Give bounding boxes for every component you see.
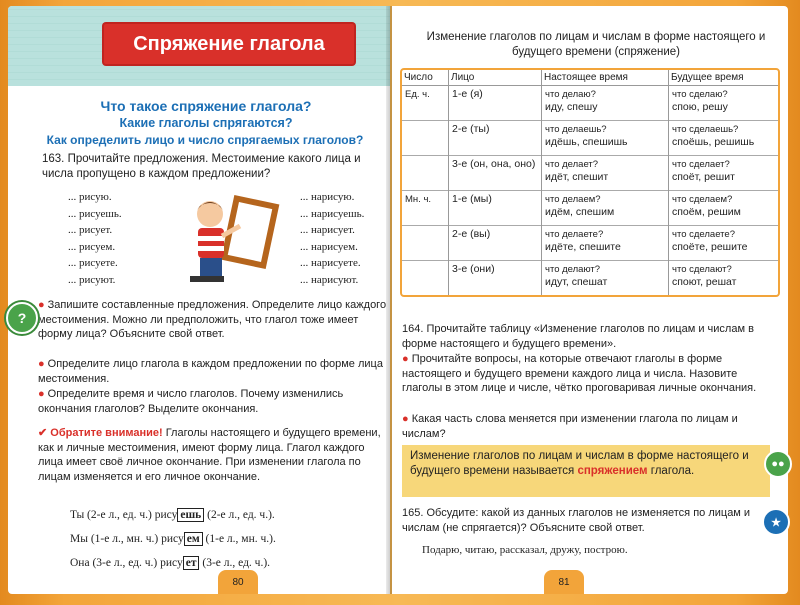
- list-item: ... рисует.: [68, 224, 113, 236]
- list-item: ... нарисуем.: [300, 240, 358, 253]
- list-item: ... нарисую.: [300, 191, 355, 203]
- number-cell: [402, 121, 449, 156]
- present-cell: что делаем? идём, спешим: [542, 191, 669, 226]
- drawing-boy-illustration: [180, 192, 290, 292]
- group-work-icon: ●●: [764, 450, 792, 478]
- bullet-3: ● Определите время и число глаголов. Почему изменились окончания глаголов? Выделите окончания.: [38, 388, 344, 415]
- list-item: ... нарисуют.: [300, 273, 359, 286]
- list-item: ... нарисует.: [300, 224, 355, 236]
- table-row: [402, 86, 778, 121]
- attention-label: Обратите внимание!: [50, 427, 163, 439]
- exercise-163: 163. Прочитайте предложения. Местоимение какого лица и числа пропущено в каждом предложении?: [42, 153, 361, 180]
- table-row: [402, 121, 778, 156]
- present-cell: что делаешь? идёшь, спешишь: [542, 121, 669, 156]
- person-cell: 2-е (ты): [449, 121, 542, 156]
- table-row: [402, 226, 778, 261]
- number-cell: Ед. ч.: [402, 86, 449, 121]
- right-page: [392, 6, 788, 594]
- future-cell: что сделаем? споём, решим: [669, 191, 779, 226]
- table-heading: Изменение глаголов по лицам и числам в форме настоящего и будущего времени (спряжение): [426, 31, 766, 58]
- bullet-icon: ●: [402, 353, 412, 365]
- table-row: [402, 191, 778, 226]
- future-cell: что сделаю? спою, решу: [669, 86, 779, 121]
- bullet-icon: ●: [38, 299, 45, 311]
- list-item: ... нарисуешь.: [300, 207, 365, 220]
- page-number-left: 80: [218, 570, 258, 594]
- list-item: ... рисуете.: [68, 257, 118, 269]
- table-header: Будущее время: [669, 70, 779, 86]
- person-cell: 1-е (мы): [449, 191, 542, 226]
- table-header: Число: [402, 70, 449, 86]
- number-cell: Мн. ч.: [402, 191, 449, 226]
- bullet-icon: ●: [402, 413, 412, 425]
- table-header: Лицо: [449, 70, 542, 86]
- title-band: [8, 6, 390, 86]
- table-header: Настоящее время: [542, 70, 669, 86]
- list-item: ... рисуют.: [68, 273, 116, 286]
- rule-term: спряжением: [577, 465, 648, 477]
- rule-box: Изменение глаголов по лицам и числам в форме настоящего и будущего времени называется спряжением глагола.: [402, 445, 770, 497]
- bullet-r2: ● Какая часть слова меняется при изменении глагола по лицам и числам?: [402, 413, 738, 440]
- person-cell: 3-е (он, она, оно): [449, 156, 542, 191]
- verb-list-2: [300, 190, 390, 289]
- number-cell: [402, 156, 449, 191]
- question-icon: ?: [6, 302, 38, 334]
- page-title: Спряжение глагола: [104, 24, 354, 64]
- checkmark-icon: ✔: [38, 427, 48, 439]
- attention-block: [38, 426, 388, 484]
- verb-list-1: [68, 190, 178, 289]
- bullet-1: ● Запишите составленные предложения. Определите лицо каждого местоимения. Можно ли предположить, что глагол тоже имеет форму лица? Объясните свой ответ.: [38, 299, 387, 340]
- left-page: [8, 6, 390, 594]
- example-line: Ты (2-е л., ед. ч.) рису ешь (2-е л., ед. ч.).: [70, 509, 275, 521]
- list-item: ... нарисуете.: [300, 257, 361, 269]
- table-row: [402, 156, 778, 191]
- heading-3: Как определить лицо и число спрягаемых глаголов?: [46, 133, 364, 147]
- future-cell: что сделаете? споёте, решите: [669, 226, 779, 261]
- watermark: Лабиринт: [690, 578, 753, 593]
- future-cell: что сделаешь? споёшь, решишь: [669, 121, 779, 156]
- example-lines: [70, 503, 380, 575]
- heading-2: Какие глаголы спрягаются?: [119, 116, 293, 130]
- number-cell: [402, 261, 449, 296]
- attention-text: Глаголы настоящего и будущего времени, как и личные местоимения, имеют форму лица. Глагол каждого лица имеет своё личное окончание. При изменении глагола по лицам изменяется и его личное окончание.: [38, 427, 381, 483]
- person-cell: 1-е (я): [449, 86, 542, 121]
- conjugation-table: [400, 68, 780, 297]
- example-line: Она (3-е л., ед. ч.) рису ет (3-е л., ед. ч.).: [70, 557, 271, 569]
- person-cell: 2-е (вы): [449, 226, 542, 261]
- future-cell: что сделает? споёт, решит: [669, 156, 779, 191]
- exercise-165-words: Подарю, читаю, рассказал, дружу, построю.: [422, 544, 628, 556]
- exercise-165: 165. Обсудите: какой из данных глаголов не изменяется по лицам и числам (не спрягается)? Объясните свой ответ.: [402, 507, 751, 534]
- present-cell: что делают? идут, спешат: [542, 261, 669, 296]
- future-cell: что сделают? споют, решат: [669, 261, 779, 296]
- bullet-icon: ●: [38, 358, 45, 370]
- page-number-right: 81: [544, 570, 584, 594]
- example-line: Мы (1-е л., мн. ч.) рису ем (1-е л., мн. ч.).: [70, 533, 276, 545]
- bullet-2: ● Определите лицо глагола в каждом предложении по форме лица местоимения.: [38, 358, 383, 385]
- person-cell: 3-е (они): [449, 261, 542, 296]
- list-item: ... рисуешь.: [68, 207, 122, 220]
- heading-1: Что такое спряжение глагола?: [100, 98, 312, 114]
- exercise-164: 164. Прочитайте таблицу «Изменение глаголов по лицам и числам в форме настоящего и будущего времени».: [402, 323, 754, 350]
- star-icon: ★: [762, 508, 790, 536]
- bullet-r1: ● Прочитайте вопросы, на которые отвечают глаголы в форме настоящего и будущего времени каждого лица и числа. Назовите глаголы в этом лице и числе, чётко проговаривая личные окончания.: [402, 353, 757, 394]
- present-cell: что делаете? идёте, спешите: [542, 226, 669, 261]
- present-cell: что делаю? иду, спешу: [542, 86, 669, 121]
- number-cell: [402, 226, 449, 261]
- present-cell: что делает? идёт, спешит: [542, 156, 669, 191]
- list-item: ... рисуем.: [68, 240, 116, 253]
- bullet-icon: ●: [38, 388, 45, 400]
- table-row: [402, 261, 778, 296]
- list-item: ... рисую.: [68, 191, 112, 203]
